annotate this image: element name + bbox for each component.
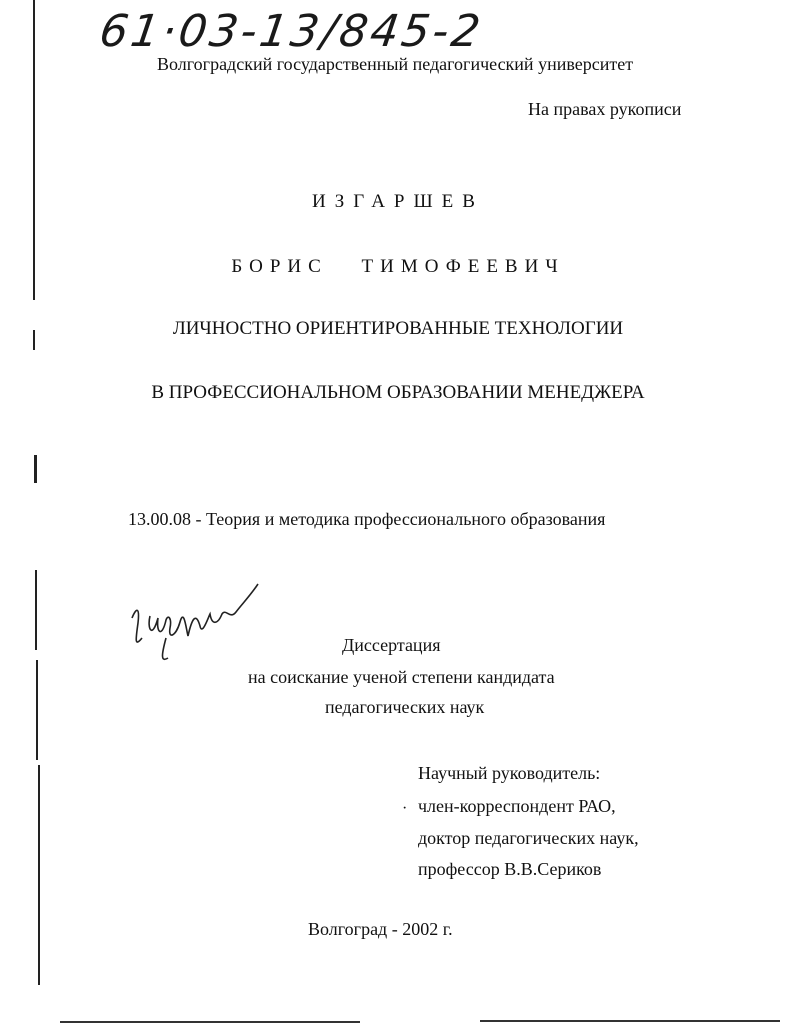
supervisor-line: доктор педагогических наук,: [418, 828, 639, 848]
scan-edge-mark: [38, 765, 40, 985]
dissertation-line: Диссертация: [342, 635, 441, 655]
bullet-dot: ·: [402, 800, 408, 817]
manuscript-rights-note: На правах рукописи: [528, 99, 682, 119]
dissertation-line: педагогических наук: [325, 697, 485, 717]
author-signature: [122, 578, 272, 668]
scan-edge-mark: [36, 660, 38, 760]
city-year: Волгоград - 2002 г.: [308, 919, 453, 939]
dissertation-line: на соискание ученой степени кандидата: [248, 667, 555, 687]
author-given-name: БОРИС ТИМОФЕЕВИЧ: [231, 256, 565, 277]
author-surname: ИЗГАРШЕВ: [312, 191, 484, 212]
dissertation-title-line1: ЛИЧНОСТНО ОРИЕНТИРОВАННЫЕ ТЕХНОЛОГИИ: [172, 318, 624, 339]
supervisor-line: Научный руководитель:: [418, 763, 601, 783]
university-name: Волгоградский государственный педагогический университет: [157, 54, 634, 74]
scan-edge-mark: [33, 0, 35, 300]
scan-edge-mark: [34, 455, 37, 483]
supervisor-line: член-корреспондент РАО,: [418, 796, 616, 816]
dissertation-title-line2: В ПРОФЕССИОНАЛЬНОМ ОБРАЗОВАНИИ МЕНЕДЖЕРА: [151, 382, 645, 403]
specialty-code: 13.00.08 - Теория и методика профессионального образования: [128, 509, 606, 529]
supervisor-line: профессор В.В.Сериков: [418, 859, 602, 879]
scan-edge-mark: [35, 570, 37, 650]
scan-bottom-mark: [480, 1020, 780, 1022]
archive-number-handwritten: 61·03-13/845-2: [96, 6, 487, 57]
scan-bottom-mark: [60, 1021, 360, 1023]
